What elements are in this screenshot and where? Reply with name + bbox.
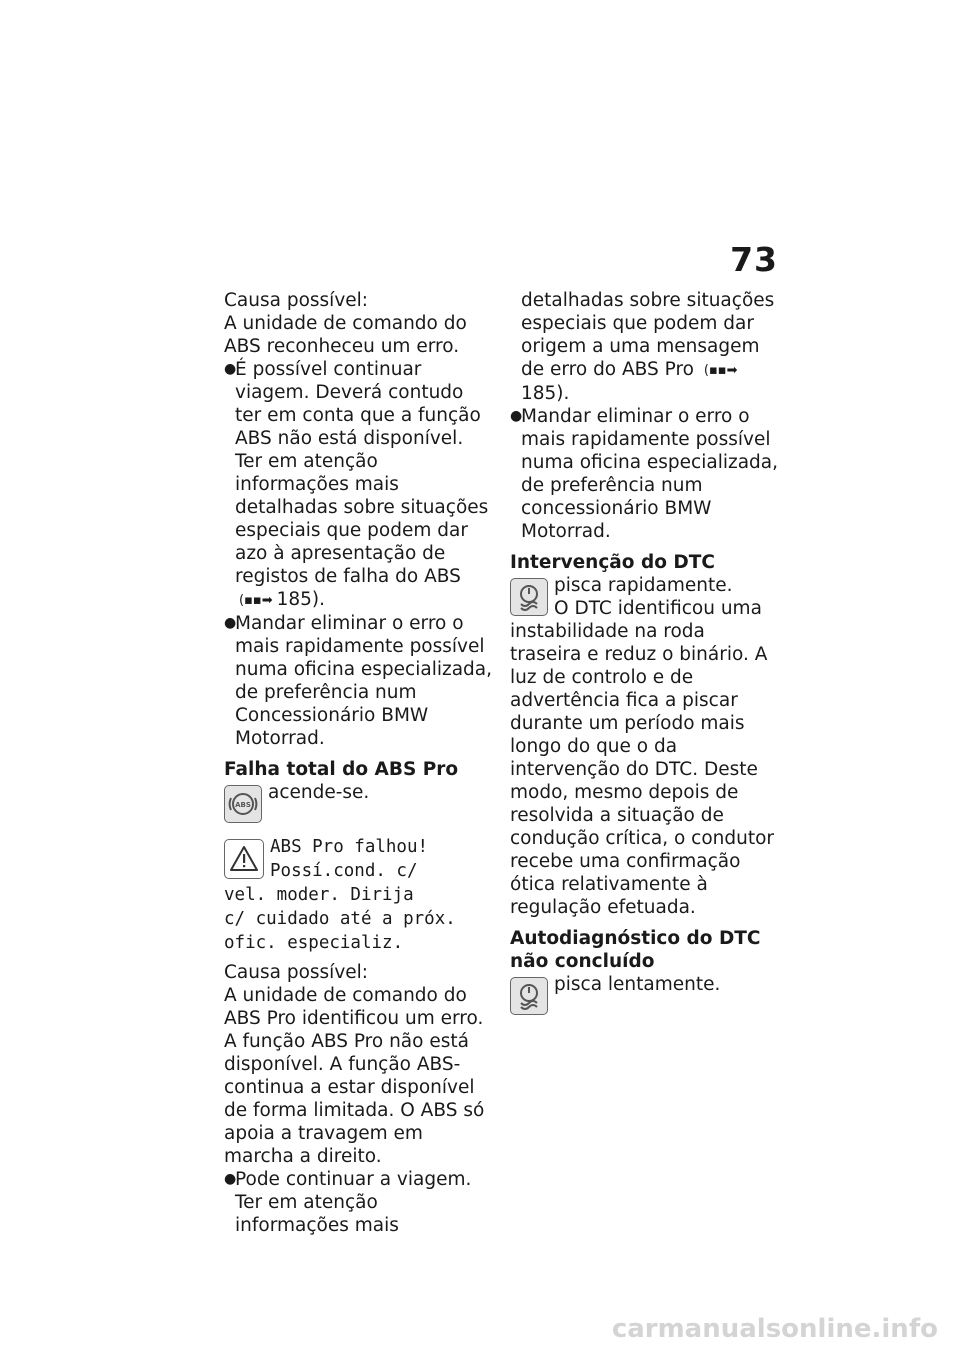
display-line: Possí.cond. c/ bbox=[270, 860, 418, 881]
bullet-text: Mandar eliminar o erro o mais rapidamente possível numa oficina especializada, de preferência num concessionário BMW Motorrad. bbox=[521, 405, 778, 542]
page-number: 73 bbox=[730, 240, 778, 279]
abs-light-status: acende-se. bbox=[268, 781, 370, 803]
cause-label: Causa possível: bbox=[224, 961, 369, 983]
diag-status: pisca lentamente. bbox=[554, 973, 721, 995]
footer-watermark: carmanualsonline.info bbox=[611, 1314, 938, 1344]
display-line: c/ cuidado até a próx. bbox=[224, 908, 456, 929]
bullet-text: Mandar eliminar o erro o mais rapidamente possível numa oficina especializada, de preferência num Concessionário BMW Motorrad. bbox=[235, 612, 492, 749]
bullet-dot: ● bbox=[224, 361, 237, 377]
display-line: ABS Pro falhou! bbox=[270, 836, 429, 857]
bullet-text: É possível continuar viagem. Deverá contudo ter em conta que a função ABS não está disponível. Ter em atenção informações mais detalhadas sobre situações especiais que podem dar azo à apresentação de registos de falha do ABS bbox=[235, 359, 489, 587]
diag-row bbox=[510, 973, 782, 1017]
dtc-text: O DTC identificou uma instabilidade na roda traseira e reduz o binário. A luz de controlo e de advertência fica a piscar durante um período mais longo do que o da intervenção do DTC. Deste modo, mesmo depois de resolvida a situação de condução crítica, o condutor recebe uma confirmação ótica relativamente à regulação efetuada. bbox=[510, 597, 775, 918]
section-heading: Falha total do ABS Pro bbox=[224, 758, 459, 780]
display-line: ofic. especializ. bbox=[224, 932, 404, 953]
general-warning-triangle-icon bbox=[224, 839, 264, 879]
page-reference: 185). bbox=[521, 382, 570, 404]
bullet-dot: ● bbox=[510, 407, 523, 424]
bullet-item bbox=[510, 405, 782, 543]
reference-arrow-icon: (▪▪➡ bbox=[239, 592, 273, 608]
abs-warning-icon bbox=[224, 785, 262, 823]
reference-arrow-icon: (▪▪➡ bbox=[703, 362, 738, 378]
bullet-text: detalhadas sobre situações especiais que podem dar origem a uma mensagem de erro do ABS Pro bbox=[521, 290, 775, 380]
bullet-continuation bbox=[510, 289, 782, 405]
cause-text: A unidade de comando do ABS reconheceu um erro. bbox=[224, 313, 467, 357]
dtc-indicator-icon bbox=[510, 977, 548, 1015]
left-column bbox=[224, 289, 494, 1237]
dtc-intervention-block bbox=[510, 574, 782, 919]
bullet-item bbox=[224, 358, 494, 612]
dtc-status: pisca rapidamente. bbox=[554, 574, 733, 596]
right-column bbox=[510, 289, 782, 1017]
bullet-item bbox=[224, 1168, 494, 1237]
bullet-text: Pode continuar a viagem. Ter em atenção informações mais bbox=[235, 1168, 472, 1236]
page-reference: 185). bbox=[276, 589, 326, 610]
svg-text:ABS: ABS bbox=[235, 800, 251, 809]
warning-display-row bbox=[224, 835, 494, 955]
display-line: vel. moder. Dirija bbox=[224, 884, 414, 905]
section-heading: Autodiagnóstico do DTC não concluído bbox=[510, 927, 761, 972]
bullet-item bbox=[224, 612, 494, 750]
section-heading: Intervenção do DTC bbox=[510, 551, 715, 573]
cause-label: Causa possível: bbox=[224, 290, 369, 311]
abs-light-row bbox=[224, 781, 494, 825]
bullet-dot: ● bbox=[224, 1170, 237, 1187]
dtc-indicator-icon bbox=[510, 578, 548, 616]
bullet-dot: ● bbox=[224, 614, 237, 631]
cause-text: A unidade de comando do ABS Pro identificou um erro. A função ABS Pro não está disponível. A função ABS-continua a estar disponível de forma limitada. O ABS só apoia a travagem em marcha a direito. bbox=[224, 984, 485, 1167]
